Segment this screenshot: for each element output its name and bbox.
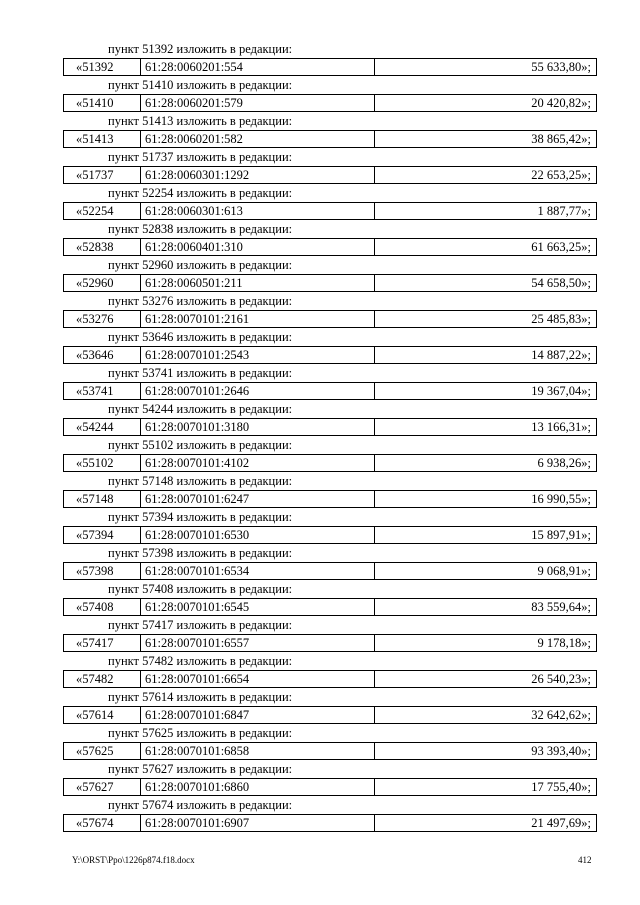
table-row — [63, 382, 597, 400]
amendment-entry — [63, 436, 597, 472]
table-row — [63, 670, 597, 688]
amendment-entry — [63, 796, 597, 832]
value-cell: 20 420,82»; — [531, 96, 591, 110]
table-row — [63, 634, 597, 652]
table-row — [63, 490, 597, 508]
table-row — [63, 562, 597, 580]
item-number: «51737 — [64, 167, 141, 183]
amendment-intro: пункт 57398 изложить в редакции: — [108, 546, 293, 560]
item-number: «52254 — [64, 203, 141, 219]
amendment-entry — [63, 256, 597, 292]
value-cell: 83 559,64»; — [531, 600, 591, 614]
value-cell: 93 393,40»; — [531, 744, 591, 758]
amendment-entry — [63, 688, 597, 724]
value-cell: 22 653,25»; — [531, 168, 591, 182]
cadastral-number: 61:28:0070101:6847 — [141, 707, 375, 723]
table-row — [63, 778, 597, 796]
footer-page-number: 412 — [578, 855, 592, 865]
amendment-entry — [63, 544, 597, 580]
value-cell: 26 540,23»; — [531, 672, 591, 686]
table-row — [63, 58, 597, 76]
cadastral-number: 61:28:0060201:554 — [141, 59, 375, 75]
cadastral-number: 61:28:0070101:6534 — [141, 563, 375, 579]
amendment-intro: пункт 57614 изложить в редакции: — [108, 690, 293, 704]
item-number: «57614 — [64, 707, 141, 723]
amendment-entry — [63, 292, 597, 328]
value-cell: 21 497,69»; — [531, 816, 591, 830]
table-row — [63, 526, 597, 544]
amendment-intro: пункт 52254 изложить в редакции: — [108, 186, 293, 200]
item-number: «57394 — [64, 527, 141, 543]
amendment-entry — [63, 148, 597, 184]
amendment-entry — [63, 580, 597, 616]
table-row — [63, 814, 597, 832]
item-number: «53276 — [64, 311, 141, 327]
amendment-intro: пункт 53741 изложить в редакции: — [108, 366, 293, 380]
amendment-intro: пункт 51413 изложить в редакции: — [108, 114, 293, 128]
cadastral-number: 61:28:0070101:2646 — [141, 383, 375, 399]
item-number: «57408 — [64, 599, 141, 615]
amendment-intro: пункт 53646 изложить в редакции: — [108, 330, 293, 344]
value-cell: 15 897,91»; — [531, 528, 591, 542]
item-number: «57398 — [64, 563, 141, 579]
item-number: «51410 — [64, 95, 141, 111]
table-row — [63, 202, 597, 220]
amendment-entry — [63, 328, 597, 364]
table-row — [63, 706, 597, 724]
amendment-entry — [63, 508, 597, 544]
cadastral-number: 61:28:0070101:6858 — [141, 743, 375, 759]
amendment-entry — [63, 184, 597, 220]
amendment-intro: пункт 54244 изложить в редакции: — [108, 402, 293, 416]
table-row — [63, 418, 597, 436]
cadastral-number: 61:28:0060301:613 — [141, 203, 375, 219]
cadastral-number: 61:28:0060301:1292 — [141, 167, 375, 183]
amendment-intro: пункт 57148 изложить в редакции: — [108, 474, 293, 488]
amendment-intro: пункт 51410 изложить в редакции: — [108, 78, 293, 92]
item-number: «57627 — [64, 779, 141, 795]
table-row — [63, 598, 597, 616]
amendment-entry — [63, 40, 597, 76]
value-cell: 6 938,26»; — [537, 456, 591, 470]
cadastral-number: 61:28:0070101:4102 — [141, 455, 375, 471]
table-row — [63, 346, 597, 364]
amendment-intro: пункт 57482 изложить в редакции: — [108, 654, 293, 668]
table-row — [63, 274, 597, 292]
amendment-entry — [63, 616, 597, 652]
cadastral-number: 61:28:0070101:2161 — [141, 311, 375, 327]
amendment-entry — [63, 76, 597, 112]
amendment-entry — [63, 472, 597, 508]
value-cell: 61 663,25»; — [531, 240, 591, 254]
cadastral-number: 61:28:0070101:6557 — [141, 635, 375, 651]
cadastral-number: 61:28:0070101:6247 — [141, 491, 375, 507]
item-number: «57417 — [64, 635, 141, 651]
amendment-intro: пункт 57408 изложить в редакции: — [108, 582, 293, 596]
amendment-entry — [63, 724, 597, 760]
value-cell: 17 755,40»; — [531, 780, 591, 794]
value-cell: 54 658,50»; — [531, 276, 591, 290]
amendment-intro: пункт 51392 изложить в редакции: — [108, 42, 293, 56]
item-number: «51392 — [64, 59, 141, 75]
value-cell: 13 166,31»; — [531, 420, 591, 434]
value-cell: 32 642,62»; — [531, 708, 591, 722]
amendment-entry — [63, 220, 597, 256]
cadastral-number: 61:28:0070101:6545 — [141, 599, 375, 615]
table-row — [63, 166, 597, 184]
item-number: «54244 — [64, 419, 141, 435]
table-row — [63, 310, 597, 328]
amendment-intro: пункт 57627 изложить в редакции: — [108, 762, 293, 776]
value-cell: 14 887,22»; — [531, 348, 591, 362]
amendment-intro: пункт 55102 изложить в редакции: — [108, 438, 293, 452]
cadastral-number: 61:28:0070101:6654 — [141, 671, 375, 687]
value-cell: 38 865,42»; — [531, 132, 591, 146]
amendment-intro: пункт 57625 изложить в редакции: — [108, 726, 293, 740]
table-row — [63, 130, 597, 148]
item-number: «53646 — [64, 347, 141, 363]
amendment-intro: пункт 57674 изложить в редакции: — [108, 798, 293, 812]
item-number: «55102 — [64, 455, 141, 471]
amendment-entry — [63, 652, 597, 688]
cadastral-number: 61:28:0070101:2543 — [141, 347, 375, 363]
item-number: «57482 — [64, 671, 141, 687]
amendment-intro: пункт 53276 изложить в редакции: — [108, 294, 293, 308]
item-number: «52960 — [64, 275, 141, 291]
value-cell: 9 178,18»; — [537, 636, 591, 650]
cadastral-number: 61:28:0070101:6907 — [141, 815, 375, 831]
amendment-intro: пункт 57394 изложить в редакции: — [108, 510, 293, 524]
amendment-intro: пункт 52960 изложить в редакции: — [108, 258, 293, 272]
table-row — [63, 742, 597, 760]
cadastral-number: 61:28:0060401:310 — [141, 239, 375, 255]
item-number: «57625 — [64, 743, 141, 759]
amendment-intro: пункт 57417 изложить в редакции: — [108, 618, 293, 632]
cadastral-number: 61:28:0060501:211 — [141, 275, 375, 291]
table-row — [63, 94, 597, 112]
amendment-intro: пункт 52838 изложить в редакции: — [108, 222, 293, 236]
amendment-entry — [63, 364, 597, 400]
amendment-entry — [63, 112, 597, 148]
value-cell: 55 633,80»; — [531, 60, 591, 74]
value-cell: 19 367,04»; — [531, 384, 591, 398]
cadastral-number: 61:28:0070101:6530 — [141, 527, 375, 543]
cadastral-number: 61:28:0070101:3180 — [141, 419, 375, 435]
cadastral-number: 61:28:0070101:6860 — [141, 779, 375, 795]
value-cell: 16 990,55»; — [531, 492, 591, 506]
amendment-entry — [63, 760, 597, 796]
item-number: «57674 — [64, 815, 141, 831]
amendment-intro: пункт 51737 изложить в редакции: — [108, 150, 293, 164]
cadastral-number: 61:28:0060201:582 — [141, 131, 375, 147]
item-number: «57148 — [64, 491, 141, 507]
amendment-entry — [63, 400, 597, 436]
table-row — [63, 238, 597, 256]
item-number: «52838 — [64, 239, 141, 255]
value-cell: 9 068,91»; — [537, 564, 591, 578]
item-number: «51413 — [64, 131, 141, 147]
cadastral-number: 61:28:0060201:579 — [141, 95, 375, 111]
value-cell: 1 887,77»; — [537, 204, 591, 218]
document-body — [63, 40, 597, 832]
table-row — [63, 454, 597, 472]
footer-file-path: Y:\ORST\Ppo\1226p874.f18.docx — [72, 855, 195, 865]
value-cell: 25 485,83»; — [531, 312, 591, 326]
item-number: «53741 — [64, 383, 141, 399]
